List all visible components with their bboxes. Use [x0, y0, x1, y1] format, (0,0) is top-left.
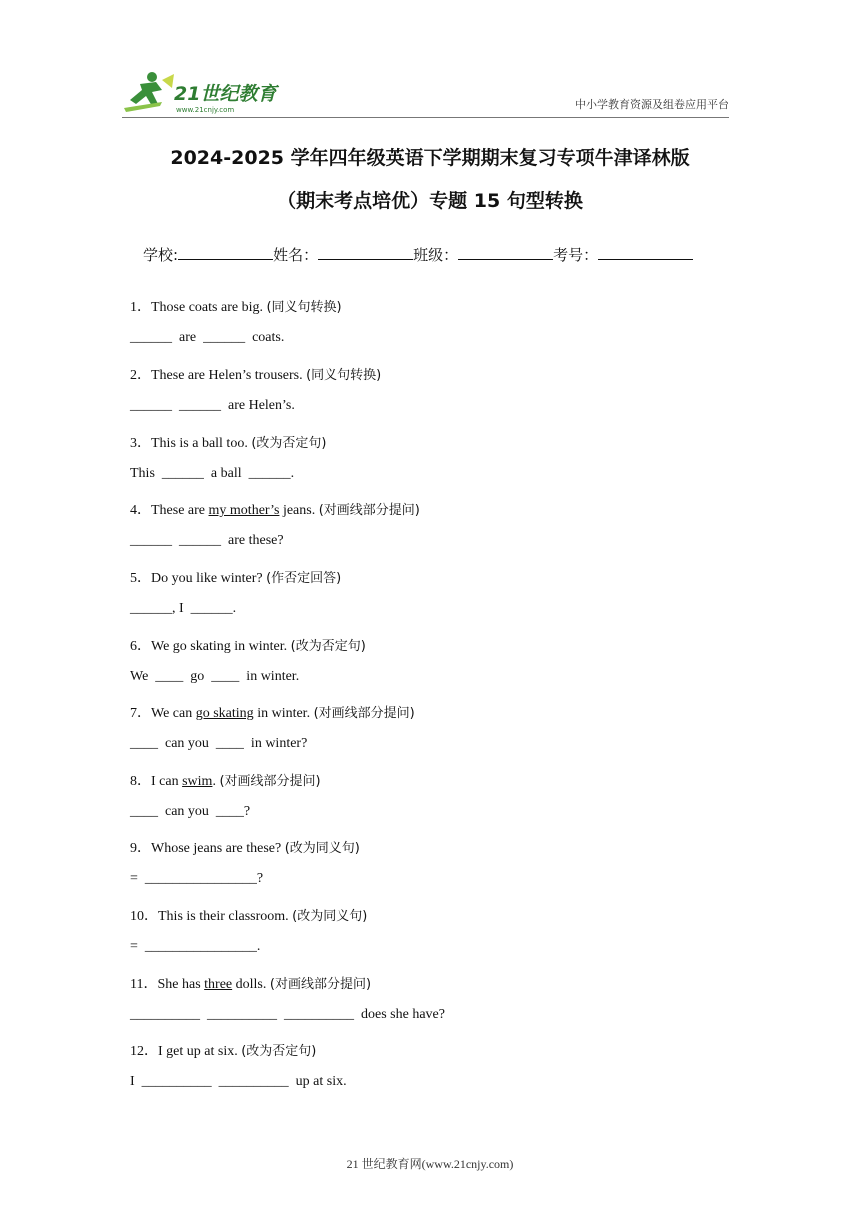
platform-text: 中小学教育资源及组卷应用平台	[575, 98, 729, 111]
question-2: 2．These are Helen’s trousers. (同义句转换)	[130, 368, 382, 383]
answer-12[interactable]: I __________ __________ up at six.	[130, 1074, 347, 1089]
answer-8[interactable]: ____ can you ____?	[130, 804, 251, 819]
page-footer: 21 世纪教育网(www.21cnjy.com)	[346, 1157, 514, 1171]
answer-2[interactable]: ______ ______ are Helen’s.	[130, 398, 295, 413]
answer-10[interactable]: = ________________.	[130, 939, 261, 954]
class-blank[interactable]	[458, 245, 553, 260]
question-3: 3．This is a ball too. (改为否定句)	[130, 436, 327, 451]
question-5: 5．Do you like winter? (作否定回答)	[130, 571, 342, 586]
student-info-row	[143, 244, 693, 265]
school-label: 学校:	[143, 246, 179, 264]
answer-3[interactable]: This ______ a ball ______.	[130, 466, 295, 481]
site-logo	[122, 70, 292, 116]
question-6: 6．We go skating in winter. (改为否定句)	[130, 639, 366, 654]
answer-6[interactable]: We ____ go ____ in winter.	[130, 669, 300, 684]
number-blank[interactable]	[598, 245, 693, 260]
answer-7[interactable]: ____ can you ____ in winter?	[130, 736, 308, 751]
question-7: 7．We can go skating in winter. (对画线部分提问)	[130, 706, 415, 721]
name-blank[interactable]	[318, 245, 413, 260]
answer-9[interactable]: = ________________?	[130, 871, 264, 886]
header-divider	[122, 117, 729, 118]
answer-11[interactable]: __________ __________ __________ does she have?	[130, 1007, 445, 1022]
page-title-line2: （期末考点培优）专题 15 句型转换	[277, 190, 583, 212]
page-title-line1: 2024-2025 学年四年级英语下学期期末复习专项牛津译林版	[170, 147, 690, 169]
answer-5[interactable]: ______, I ______.	[130, 601, 237, 616]
number-label: 考号：	[553, 246, 599, 264]
question-11: 11．She has three dolls. (对画线部分提问)	[130, 977, 372, 992]
question-12: 12．I get up at six. (改为否定句)	[130, 1044, 317, 1059]
school-blank[interactable]	[178, 245, 273, 260]
class-label: 班级：	[413, 246, 459, 264]
logo-url: www.21cnjy.com	[176, 106, 235, 114]
question-9: 9．Whose jeans are these? (改为同义句)	[130, 841, 360, 856]
answer-4[interactable]: ______ ______ are these?	[130, 533, 284, 548]
question-4: 4．These are my mother’s jeans. (对画线部分提问)	[130, 503, 420, 518]
logo-text: 21世纪教育	[174, 83, 277, 105]
question-1: 1．Those coats are big. (同义句转换)	[130, 300, 342, 315]
answer-1[interactable]: ______ are ______ coats.	[130, 330, 285, 345]
question-10: 10．This is their classroom. (改为同义句)	[130, 909, 368, 924]
name-label: 姓名：	[273, 246, 319, 264]
question-8: 8．I can swim. (对画线部分提问)	[130, 774, 321, 789]
